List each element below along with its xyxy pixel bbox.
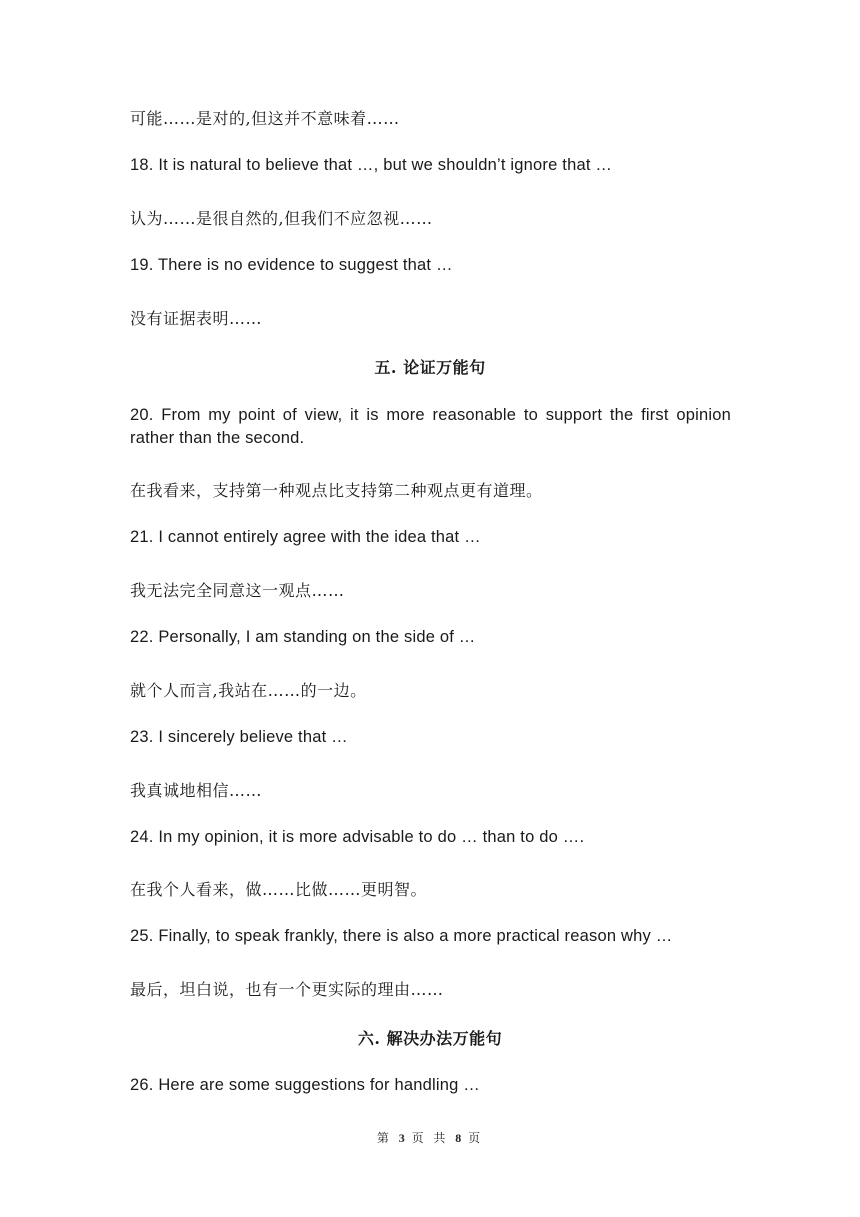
text-line: 我真诚地相信…… bbox=[130, 781, 263, 800]
phrase-18: 18. It is natural to believe that …, but we shouldn’t ignore that … bbox=[130, 156, 613, 174]
footer-total-pages: 8 bbox=[455, 1131, 462, 1145]
footer-page-number: 3 bbox=[398, 1131, 405, 1145]
footer-middle: 页 共 bbox=[411, 1131, 449, 1145]
phrase-26: 26. Here are some suggestions for handling … bbox=[130, 1076, 480, 1094]
section-heading-5: 五. 论证万能句 bbox=[374, 358, 486, 377]
page-footer bbox=[0, 1129, 860, 1146]
phrase-25: 25. Finally, to speak frankly, there is also a more practical reason why … bbox=[130, 927, 673, 945]
footer-prefix: 第 bbox=[376, 1131, 392, 1145]
section-heading-6: 六. 解决办法万能句 bbox=[357, 1029, 503, 1048]
text-line: 在我看来，支持第一种观点比支持第二种观点更有道理。 bbox=[130, 481, 543, 500]
phrase-24: 24. In my opinion, it is more advisable to do … than to do …. bbox=[130, 828, 585, 846]
phrase-23: 23. I sincerely believe that … bbox=[130, 728, 348, 746]
text-line: 我无法完全同意这一观点…… bbox=[130, 581, 345, 600]
phrase-19: 19. There is no evidence to suggest that … bbox=[130, 256, 453, 274]
text-line: 在我个人看来，做……比做……更明智。 bbox=[130, 880, 428, 899]
text-line: 可能……是对的,但这并不意味着…… bbox=[130, 109, 400, 128]
text-line: 最后，坦白说，也有一个更实际的理由…… bbox=[130, 980, 444, 999]
text-line: 就个人而言,我站在……的一边。 bbox=[130, 681, 367, 700]
phrase-20: 20. From my point of view, it is more reasonable to support the first opinion rather than the second. bbox=[130, 406, 731, 447]
text-line: 认为……是很自然的,但我们不应忽视…… bbox=[130, 209, 433, 228]
text-line: 没有证据表明…… bbox=[130, 309, 263, 328]
phrase-22: 22. Personally, I am standing on the side of … bbox=[130, 628, 476, 646]
phrase-21: 21. I cannot entirely agree with the idea that … bbox=[130, 528, 481, 546]
footer-suffix: 页 bbox=[468, 1131, 484, 1145]
